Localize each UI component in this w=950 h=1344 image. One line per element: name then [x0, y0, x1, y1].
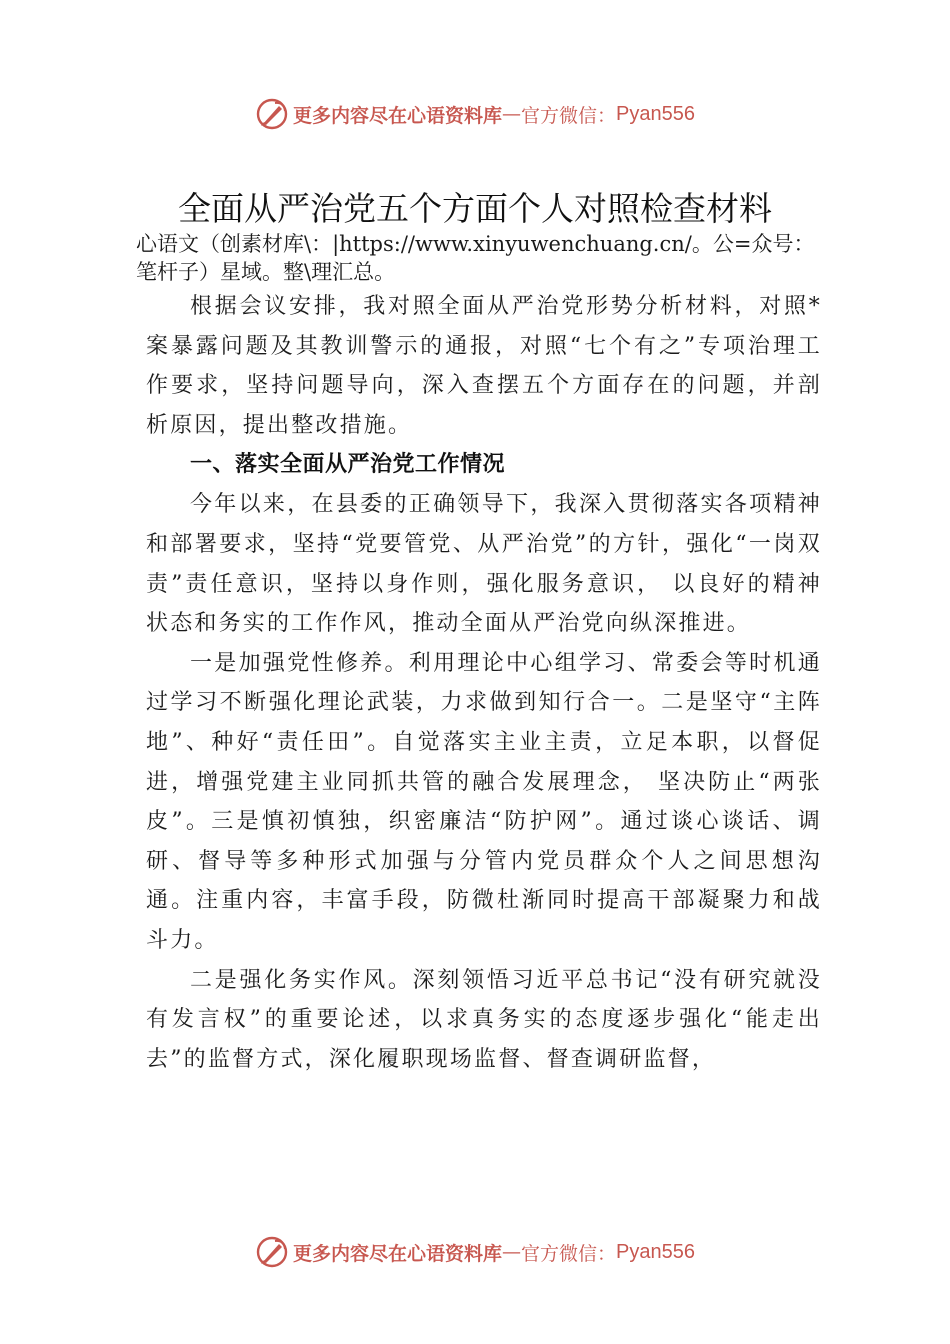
document-title: 全面从严治党五个方面个人对照检查材料	[178, 189, 772, 228]
banner-wechat-label: 官方微信：	[521, 1242, 617, 1265]
paragraph-4: 二是强化务实作风。深刻领悟习近平总书记“没有研究就没有发言权”的重要论述，以求真务实的态度逐步强化“能走出去”的监督方式，深化履职现场监督、督查调研监督，	[146, 967, 822, 1072]
banner-wechat-label: 官方微信：	[521, 104, 617, 127]
paragraph-2: 今年以来，在县委的正确领导下，我深入贯彻落实各项精神和部署要求，坚持“党要管党、从严治党”的方针，强化“一岗双责”责任意识，坚持以身作则，强化服务意识， 以良好的精神状态和务实的工作作风，推动全面从严治党向纵深推进。	[146, 492, 822, 637]
paragraph-intro: 根据会议安排，我对照全面从严治党形势分析材料，对照*案暴露问题及其教训警示的通报，对照“七个有之”专项治理工作要求，坚持问题导向，深入查摆五个方面存在的问题，并剖析原因，提出整改措施。	[146, 294, 822, 438]
banner-brand-text: 更多内容尽在心语资料库	[293, 1242, 503, 1265]
banner-wechat-id: Pyan556	[616, 1240, 695, 1263]
banner-dash: —	[502, 103, 522, 125]
header-watermark-banner	[0, 94, 950, 134]
footer-watermark-banner	[0, 1232, 950, 1272]
banner-brand-text: 更多内容尽在心语资料库	[293, 104, 503, 127]
banner-dash: —	[502, 1241, 522, 1263]
paragraph-3: 一是加强党性修养。利用理论中心组学习、常委会等时机通过学习不断强化理论武装，力求做到知行合一。二是坚守“主阵地”、种好“责任田”。自觉落实主业主责，立足本职，以督促进，增强党建主业同抓共管的融合发展理念， 坚决防止“两张皮”。三是慎初慎独，织密廉洁“防护网”。通过谈心谈话、调研、督导等多种形式加强与分管内党员群众个人之间思想沟通。注重内容，丰富手段，防微杜渐同时提高干部凝聚力和战斗力。	[146, 650, 822, 953]
quill-pen-logo-icon	[255, 97, 289, 131]
quill-pen-logo-icon	[255, 1235, 289, 1269]
banner-wechat-id: Pyan556	[616, 102, 695, 125]
source-line: 心语文（创素材库\：|https://www.xinyuwenchuang.cn/。公=众号：笔杆子）星域。整\理汇总。	[136, 232, 815, 284]
section-heading-1: 一、落实全面从严治党工作情况	[190, 452, 506, 478]
document-body	[146, 287, 822, 1079]
